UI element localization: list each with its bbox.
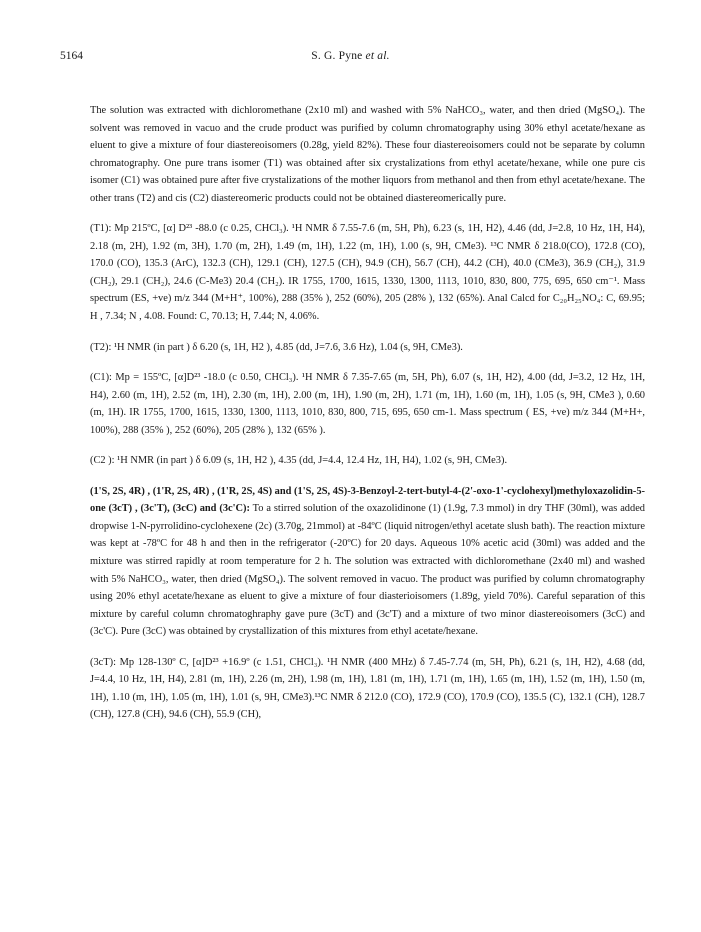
- paragraph-c2-data: (C2 ): ¹H NMR (in part ) δ 6.09 (s, 1H, H2 ), 4.35 (dd, J=4.4, 12.4 Hz, 1H, H4), 1.02 (s, 9H, CMe3).: [90, 455, 508, 467]
- paragraph-t1-data: (T1): Mp 215ºC, [α] D²³ -88.0 (c 0.25, CHCl₃). ¹H NMR δ 7.55-7.6 (m, 5H, Ph), 6.23 (s, 1H, H2), 4.46 (dd, J=2.8, 10 Hz, 1H, H4), 2.18 (m, 2H), 1.92 (m, 3H), 1.70 (m, 2H), 1.49 (m, 1H), 1.22 (m, 1H), 1.00 (s, 9H, CMe3). ¹³C NMR δ 218.0(CO), 172.8 (CO), 170.0 (CO), 135.3 (ArC), 132.3 (CH), 129.1 (CH), 127.5 (CH), 94.9 (CH), 56.7 (CH), 44.2 (CH), 40.0 (CMe3), 36.9 (CH₂), 31.9 (CH₂), 29.1 (CH₂), 24.6 (C-Me3) 20.4 (CH₂). IR 1755, 1700, 1615, 1330, 1300, 1113, 1010, 830, 800, 775, 695, 650 cm⁻¹. Mass spectrum (ES, +ve) m/z 344 (M+H⁺, 100%), 288 (35% ), 252 (60%), 205 (28% ), 132 (65%). Anal Calcd for C₂₀H₂₅NO₄: C, 69.95; H , 7.34; N , 4.08. Found: C, 70.13; H, 7.44; N, 4.06%.: [90, 223, 645, 323]
- compound-title: (1'S, 2S, 4R) , (1'R, 2S, 4R) , (1'R, 2S, 4S) and (1'S, 2S, 4S)-3-Benzoyl-2-tert-butyl-4-(2'-oxo-1'-cyclohexyl)methyloxazolidin-5-one (3cT) , (3c'T), (3cC) and (3c'C):: [90, 485, 645, 515]
- paragraph-3ct-data: (3cT): Mp 128-130º C, [α]D²³ +16.9º (c 1.51, CHCl₃). ¹H NMR (400 MHz) δ 7.45-7.74 (m, 5H, Ph), 6.21 (s, 1H, H2), 4.68 (dd, J=4.4, 10 Hz, 1H, H4), 2.81 (m, 1H), 2.26 (m, 2H), 1.98 (m, 1H), 1.81 (m, 1H), 1.71 (m, 1H), 1.65 (m, 1H), 1.52 (m, 1H), 1.50 (m, 1H), 1.10 (m, 1H), 1.05 (m, 1H), 1.01 (s, 9H, CMe3).¹³C NMR δ 212.0 (CO), 172.9 (CO), 170.9 (CO), 135.5 (C), 132.1 (CH), 128.7 (CH), 127.8 (CH), 94.6 (CH), 55.9 (CH),: [90, 656, 645, 721]
- running-head: [0, 50, 701, 66]
- running-et-al: et al.: [365, 50, 390, 62]
- paragraph-c1-data: (C1): Mp = 155ºC, [α]D²³ -18.0 (c 0.50, CHCl₃). ¹H NMR δ 7.35-7.65 (m, 5H, Ph), 6.07 (s, 1H, H2), 4.00 (dd, J=3.2, 12 Hz, 1H, H4), 2.60 (m, 1H), 2.52 (m, 1H), 2.30 (m, 1H), 2.00 (m, 1H), 1.90 (m, 2H), 1.71 (m, 1H), 1.60 (m, 1H), 1.05 (s, 9H, CMe3 ), 0.60 (m, 1H). IR 1755, 1700, 1615, 1330, 1300, 1113, 1010, 830, 800, 715, 695, 650 cm-1. Mass spectrum ( ES, +ve) m/z 344 (M+H+, 100%), 288 (35% ), 252 (60%), 205 (28% ), 132 (65% ).: [90, 372, 645, 436]
- page-number: 5164: [60, 50, 83, 62]
- paragraph-3c-procedure: [90, 483, 645, 641]
- paragraph-workup: The solution was extracted with dichloromethane (2x10 ml) and washed with 5% NaHCO₃, water, and then dried (MgSO₄). The solvent was removed in vacuo and the crude product was purified by column chromatography using 30% ethyl acetate/hexane as eluent to give a mixture of four diastereoisomers (0.28g, yield 82%). These four diastereoisomers could not be separate by column chromatography. One pure trans isomer (T1) was obtained after six crystalizations from ethyl acetate/hexane, while one pure cis isomer (C1) was obtained pure after five crystalizations of the mother liquors from methanol and then from ethyl acetate/hexane. The other trans (T2) and cis (C2) diastereomeric products could not be obtained diastereomerically pure.: [90, 105, 645, 204]
- running-title: [0, 50, 701, 62]
- body-text: [90, 102, 645, 724]
- paragraph-t2-data: (T2): ¹H NMR (in part ) δ 6.20 (s, 1H, H2 ), 4.85 (dd, J=7.6, 3.6 Hz), 1.04 (s, 9H, CMe3).: [90, 341, 463, 353]
- running-authors: S. G. Pyne: [311, 50, 363, 62]
- procedure-text: To a stirred solution of the oxazolidinone (1) (1.9g, 7.3 mmol) in dry THF (30ml), was added dropwise 1-N-pyrrolidino-cyclohexene (2c) (3.70g, 21mmol) at -84ºC (liquid nitrogen/ethyl acetate slush bath). The reaction mixture was kept at -78ºC for 48 h and then in the refrigerator (-20ºC) for 20 days. Aqueous 10% acetic acid (30ml) was added and the mixture was stirred rapidly at room temperature for 2 h. The solution was extracted with dichloromethane (2x40 ml) and washed with 5% NaHCO₃, water, then dried (MgSO₄). The solvent removed in vacuo. The product was purified by column chromatography using 20% ethyl acetate/hexane as eluent to give a mixture of four diasterioisomers (1.89g, yield 70%). Careful separation of this mixture by careful column chromatoghraphy gave pure (3cT) and (3c'T) and a mixture of two minor diastereoisomers (3cC) and (3c'C). Pure (3cC) was obtained by crystallization of this mixtures from ethyl acetate/hexane.: [90, 503, 645, 638]
